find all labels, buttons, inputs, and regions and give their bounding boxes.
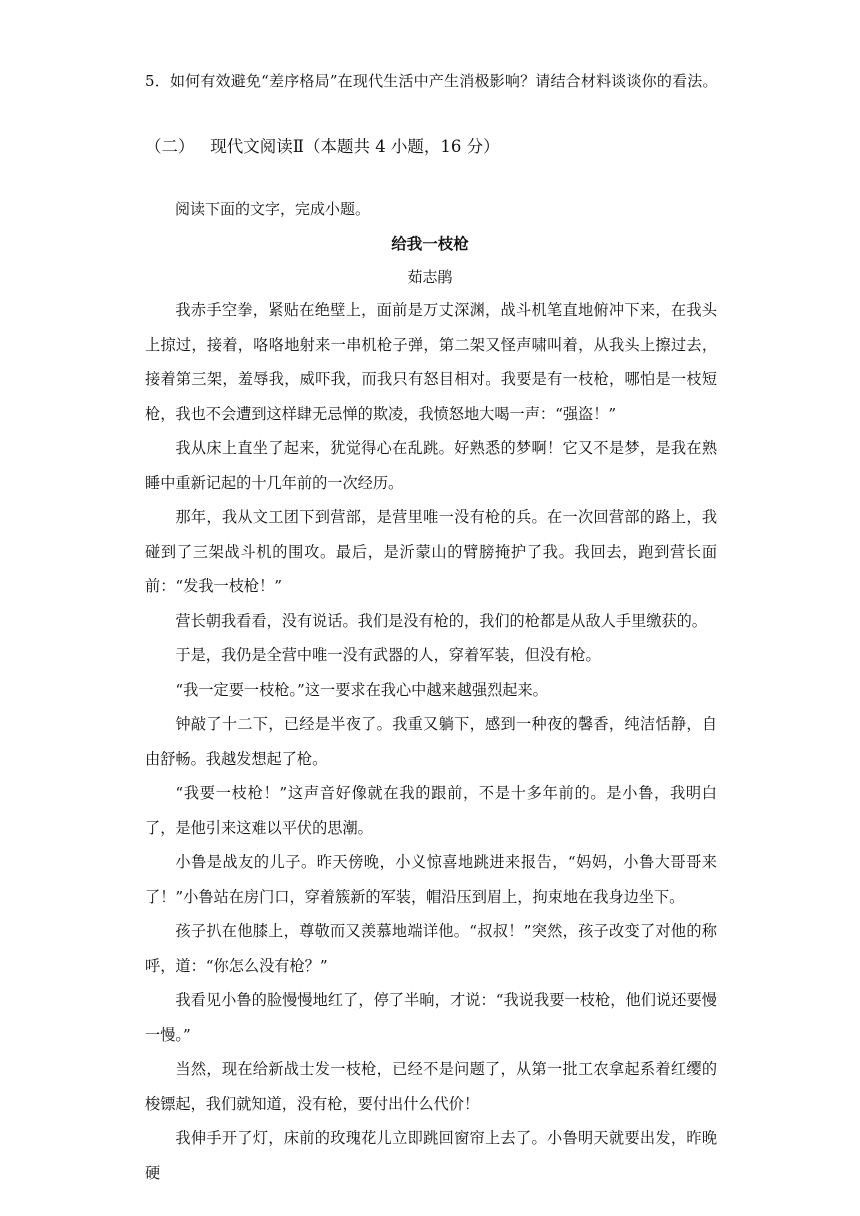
paragraph: 我赤手空拳，紧贴在绝壁上，面前是万丈深渊，战斗机笔直地俯冲下来，在我头上掠过，接着，咯咯地射来一串机枪子弹，第二架又怪声啸叫着，从我头上擦过去，接着第三架，羞辱我，威吓我，而我只有怒目相对。我要是有一枝枪，哪怕是一枝短枪，我也不会遭到这样肆无忌惮的欺凌，我愤怒地大喝一声：“强盗！” [145, 301, 717, 423]
paragraph: 那年，我从文工团下到营部，是营里唯一没有枪的兵。在一次回营部的路上，我碰到了三架战斗机的围攻。最后，是沂蒙山的臂膀掩护了我。我回去，跑到营长面前：“发我一枝枪！” [145, 508, 717, 595]
paragraph: 我伸手开了灯，床前的玫瑰花儿立即跳回窗帘上去了。小鲁明天就要出发，昨晚硬 [145, 1129, 717, 1182]
paragraph: “我要一枝枪！”这声音好像就在我的跟前，不是十多年前的。是小鲁，我明白了，是他引来这难以平伏的思潮。 [145, 784, 717, 837]
paragraph: 营长朝我看看，没有说话。我们是没有枪的，我们的枪都是从敌人手里缴获的。 [175, 611, 707, 630]
paragraph: “我一定要一枝枪。”这一要求在我心中越来越强烈起来。 [175, 680, 548, 699]
paragraph: 我看见小鲁的脸慢慢地红了，停了半晌，才说：“我说我要一枝枪，他们说还要慢一慢。” [145, 991, 717, 1044]
section-heading: （二） 现代文阅读Ⅱ（本题共 4 小题，16 分） [145, 137, 500, 156]
article-author: 茹志鹃 [407, 268, 453, 286]
paragraph: 于是，我仍是全营中唯一没有武器的人，穿着军装，但没有枪。 [175, 646, 601, 664]
paragraph: 我从床上直坐了起来，犹觉得心在乱跳。好熟悉的梦啊！它又不是梦，是我在熟睡中重新记起的十几年前的一次经历。 [145, 439, 717, 492]
paragraph: 孩子扒在他膝上，尊敬而又羡慕地端详他。“叔叔！”突然，孩子改变了对他的称呼，道：“你怎么没有枪？” [145, 922, 717, 975]
paragraph: 钟敲了十二下，已经是半夜了。我重又躺下，感到一种夜的馨香，纯洁恬静，自由舒畅。我越发想起了枪。 [145, 715, 717, 768]
paragraph: 当然，现在给新战士发一枝枪，已经不是问题了，从第一批工农拿起系着红缨的梭镖起，我们就知道，没有枪，要付出什么代价！ [145, 1060, 717, 1113]
reading-instruction: 阅读下面的文字，完成小题。 [175, 200, 371, 218]
paragraph: 小鲁是战友的儿子。昨天傍晚，小义惊喜地跳进来报告，“妈妈，小鲁大哥哥来了！”小鲁站在房门口，穿着簇新的军装，帽沿压到眉上，拘束地在我身边坐下。 [145, 853, 717, 906]
question-5: 5．如何有效避免“差序格局”在现代生活中产生消极影响？请结合材料谈谈你的看法。 [145, 72, 718, 90]
article-body [145, 293, 717, 1190]
article-title: 给我一枝枪 [391, 234, 469, 253]
